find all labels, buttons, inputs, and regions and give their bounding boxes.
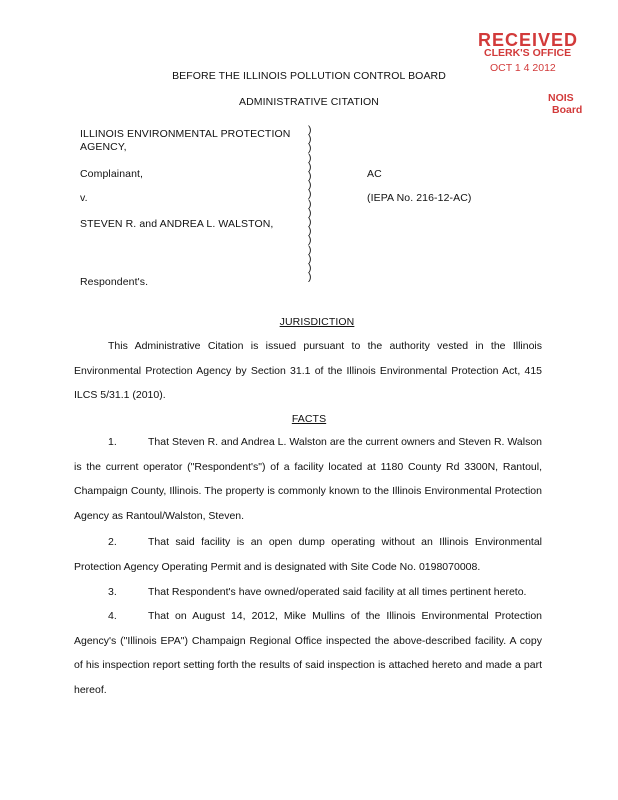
complainant-name-line1: ILLINOIS ENVIRONMENTAL PROTECTION: [80, 128, 291, 140]
fact-item-2: 2. That said facility is an open dump operating without an Illinois Environmental Protection Agency Operating Permit and is designated with Site Code No. 0198070008.: [74, 536, 542, 573]
respondent-name: STEVEN R. and ANDREA L. WALSTON,: [80, 218, 274, 230]
complainant-label: Complainant,: [80, 168, 144, 180]
stamp-state: NOIS: [548, 92, 574, 104]
facts-heading: FACTS: [291, 413, 327, 425]
caption-parentheses: ) ) ) ) ) ) ) ) ) ) ) ) ) ) ) ) ): [308, 124, 312, 284]
respondent-label: Respondent's.: [80, 276, 149, 288]
stamp-date: OCT 1 4 2012: [490, 62, 556, 74]
fact-item-1: 1. That Steven R. and Andrea L. Walston are the current owners and Steven R. Walson is the current operator ("Respondent's") of a facility located at 1180 County Rd 3300N, Rantoul, Champaign County, Illinois. The property is commonly known to the Illinois Environmental Protection Agency as Rantoul/Walston, Steven.: [74, 436, 542, 522]
complainant-name-line2: AGENCY,: [80, 141, 127, 153]
board-title: BEFORE THE ILLINOIS POLLUTION CONTROL BOARD: [172, 70, 446, 82]
stamp-received: RECEIVED: [478, 30, 579, 50]
jurisdiction-paragraph: This Administrative Citation is issued pursuant to the authority vested in the Illinois Environmental Protection Agency by Section 31.1 of the Illinois Environmental Protection Act, 415 ILCS 5/31.1 (2010).: [74, 340, 542, 401]
versus-label: v.: [80, 192, 88, 204]
fact-item-3: 3. That Respondent's have owned/operated said facility at all times pertinent hereto.: [108, 586, 527, 598]
document-title: ADMINISTRATIVE CITATION: [239, 96, 379, 108]
case-number-ac: AC: [367, 168, 382, 180]
iepa-number: (IEPA No. 216-12-AC): [367, 192, 472, 204]
stamp-board: Board: [552, 104, 583, 116]
stamp-clerks-office: CLERK'S OFFICE: [484, 47, 572, 59]
fact-item-4: 4. That on August 14, 2012, Mike Mullins of the Illinois Environmental Protection Agency's ("Illinois EPA") Champaign Regional Office inspected the above-described facility. A copy of his inspection report setting forth the results of said inspection is attached hereto and made a part hereof.: [74, 610, 542, 696]
jurisdiction-heading: JURISDICTION: [279, 316, 355, 328]
